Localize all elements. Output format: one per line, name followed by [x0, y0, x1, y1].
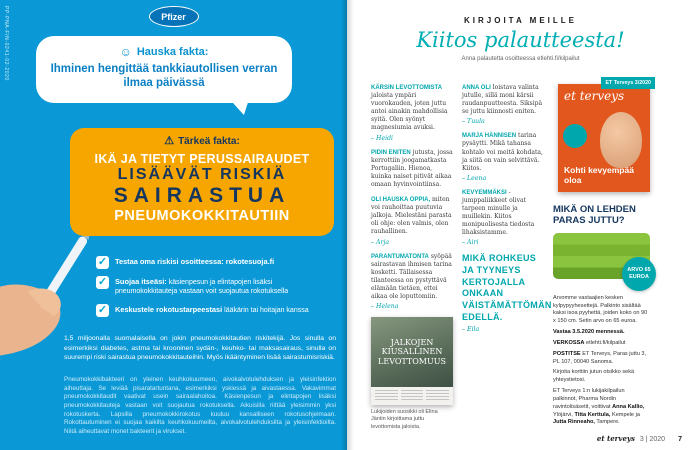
- checklist: [96, 256, 334, 324]
- check-icon: ✓: [97, 303, 108, 316]
- pfizer-logo-text: Pfizer: [161, 11, 186, 22]
- contest-web-line: [553, 340, 650, 348]
- letter: [371, 84, 453, 142]
- letter-body: syöpää sairastavan ihmisen tarina kosketti. Tällaisessa tilanteessa on pystyttävä elämään tietäen, ettei aikaa ole loputtomiin.: [371, 252, 452, 300]
- cover-sticker-circle: [563, 124, 587, 148]
- article-thumbnail-photo: [371, 317, 453, 387]
- letter-lead: ANNA OLI: [462, 85, 491, 91]
- letter-lead: PIDIN ENITEN: [371, 149, 411, 156]
- contest-web-label: VERKOSSA: [553, 339, 585, 346]
- winner-name: Anna Kallio,: [612, 403, 645, 410]
- magazine-cover-thumbnail: [558, 80, 651, 192]
- pull-quote-signature: – Eila: [462, 325, 480, 333]
- letter-body: -jumppaliikkeet olivat tarpeen minulle ja muillekin. Kiitos monipuolisesta tiedosta lihaksistamme.: [462, 188, 535, 237]
- fact-headline-line-1: IKÄ JA TIETYT PERUSSAIRAUDET: [94, 152, 310, 166]
- contest-mail-line: [553, 351, 650, 367]
- winner-city: Kempele ja: [610, 411, 640, 418]
- fake-text-column: [375, 390, 398, 402]
- article-thumbnail-textblock: [371, 387, 453, 405]
- check-icon: ✓: [97, 276, 108, 288]
- checklist-item-text: [115, 256, 274, 267]
- letter-text: [462, 84, 544, 116]
- contest-mail-label: POSTITSE: [553, 350, 581, 357]
- fun-fact-text: Ihminen hengittää tankkiautollisen verran ilmaa päivässä: [50, 63, 278, 90]
- ad-body-paragraph-2: Pneumokokkibakteeri on yleinen keuhkokuumeen, aivokalvotulehduksen ja yleisinfektion aiheuttaja. Se leviää pisaratartuntana, esimerkiksi yskiessä ja aivastaessa. Vakavimmat pneumokokkitaudit vaativat usein sairaalahoitoa. Käsienpesun ja elintapojen lisäksi pneumokokkitauteja vastaan voit suojautua rokotuksella. Aikuisilla riittää yleisimmin yksi rokotuskerta. Lapsilla pneumokokkirokotus kuuluu kansalliseen rokotusohjelmaan. Rokottautuminen ei suojaa kaikilta keuhkokuumeilta, aivokalvotulehduksilta ja yleisinfektioilta. Niitä aiheuttavat monet bakteerit ja virukset.: [64, 376, 336, 436]
- letter-signature: – Leena: [462, 174, 487, 182]
- letter-lead: KÄRSIN LEVOTTOMISTA: [371, 85, 443, 91]
- feedback-instruction: Anna palautetta osoitteessa etlehti.fi/kilpailut: [461, 56, 580, 62]
- letter-lead: KEVYEMMÄKSI: [462, 189, 507, 196]
- fun-fact-header: [50, 46, 278, 58]
- letter-text: [371, 196, 453, 236]
- page-header: [347, 16, 694, 62]
- contest-deadline: [553, 329, 650, 337]
- letter-signature: – Airi: [462, 239, 479, 247]
- letter-body: tarina pysäytti. Mikä tahansa kohtalo voi meitä kohdata, ja siitä on vain selvittävä. Kiitos.: [462, 132, 543, 172]
- thumbnail-caption: Lukijoiden suosikki oli Elina Jäntin kirjoittama juttu levottomista jaloista.: [371, 409, 438, 430]
- letter: [371, 253, 453, 311]
- winner-city: Tampere.: [594, 419, 620, 426]
- checklist-item-text: [115, 276, 334, 297]
- footer-page-number: 7: [678, 436, 682, 443]
- letter-text: [371, 149, 453, 189]
- article-thumbnail: [371, 317, 453, 405]
- check-icon: ✓: [97, 256, 108, 268]
- checkbox: [96, 256, 109, 269]
- footer-issue: 3 | 2020: [639, 436, 666, 443]
- fact-headline-line-2: LISÄÄVÄT RISKIÄ: [117, 166, 287, 183]
- prize-photo-wrap: [553, 233, 650, 279]
- letters-column-1: [371, 84, 453, 430]
- letter-text: [371, 84, 453, 133]
- pull-quote-text: MIKÄ ROHKEUS JA TYYNEYS KERTOJALLA ONKAAN VÄISTÄMÄTTÖMÄN EDELLÄ.: [462, 253, 552, 322]
- contest-heading: MIKÄ ON LEHDEN PARAS JUTTU?: [553, 204, 636, 227]
- contest-mail-address: ET Terveys, Paras juttu 3, PL 107, 00040 Sanoma.: [553, 350, 647, 365]
- letter: [371, 149, 453, 189]
- checklist-item-bold: Suojaa itseäsi:: [115, 277, 167, 286]
- smiley-icon: ☺: [119, 45, 132, 59]
- winner-name: Jutta Rinneaho,: [553, 419, 595, 426]
- letter-signature: – Helena: [371, 303, 399, 311]
- contest-winners: [553, 388, 650, 427]
- winner-name: Titta Kerttula,: [574, 411, 611, 418]
- letter: [462, 189, 544, 247]
- ad-body-paragraph-1: 1,5 miljoonalla suomalaisella on jokin pneumokokkitautien riskitekijä. Jos sinulla on esimerkiksi diabetes, astma tai krooninen sydän-, keuhko- tai maksasairaus, sinulla on suurempi riski sairastua pneumokokkitauteihin. Myös ikääntyminen lisää sairastumisriskiä.: [64, 335, 336, 362]
- important-fact-label: Tärkeä fakta:: [178, 136, 240, 147]
- letter-lead: PARANTUMATONTA: [371, 253, 429, 260]
- letter: [462, 84, 544, 125]
- contest-web-url: etlehti.fi/kilpailut: [585, 339, 626, 346]
- letter-lead: MARJA HÄNNISEN: [462, 133, 517, 140]
- prize-value-badge: ARVO 65 EUROA: [622, 257, 656, 291]
- fun-fact-bubble: [36, 36, 292, 103]
- contest-note: Kirjoita korttiin jutun otsikko sekä yhteystietosi.: [553, 369, 635, 384]
- checklist-item-text: [115, 304, 309, 315]
- fact-headline-line-4: PNEUMOKOKKITAUTIIN: [114, 208, 290, 224]
- letters-columns: [371, 80, 651, 430]
- checklist-item-url: rokotesuoja.fi: [225, 257, 275, 266]
- pull-quote: [462, 253, 552, 333]
- contest-body: [553, 295, 650, 427]
- important-fact-header: [80, 136, 324, 147]
- ad-material-code: PP-PNA-FIN-0241-02-2020: [3, 6, 9, 81]
- letter-lead: OLI HAUSKA OPPIA,: [371, 197, 431, 204]
- page-footer: [597, 434, 682, 443]
- winners-intro: ET Terveys 1:n lukijakilpailun palkinnot, Pharma Nordin ravintolisäsetit, voittivat: [553, 388, 625, 410]
- checklist-item-bold: Testaa oma riskisi osoitteessa:: [115, 257, 224, 266]
- warning-icon: ⚠: [164, 135, 175, 147]
- cover-issue-tag: ET Terveys 3/2020: [601, 77, 655, 89]
- letter-text: [462, 132, 544, 172]
- checklist-item-protect: [96, 276, 334, 297]
- checklist-item-risk-test: [96, 256, 334, 269]
- letter-body: jutusta, jossa kerrottiin joogamatkasta Portugaliin. Hienoa, kuinka naiset pitivät aikaa omaan hyvinvointiinsa.: [371, 148, 453, 188]
- letters-page: [347, 0, 694, 450]
- fun-fact-label: Hauska fakta:: [136, 46, 209, 58]
- pfizer-logo: [149, 6, 199, 27]
- letter-body: jaloista ympäri vuorokauden, joten juttu antoi ainakin mahdollisia syitä. Olen syönyt magnesiumia avuksi.: [371, 92, 448, 132]
- letter-body: loistava valinta jutulle, sillä moni kärsii raudanpuutteesta. Siksipä se juttu kiinnosti eniten.: [462, 84, 543, 116]
- fake-text-column: [401, 390, 424, 402]
- checklist-item-bold: Keskustele rokotustarpeestasi: [115, 304, 223, 314]
- letters-column-2: [462, 84, 552, 430]
- cover-masthead: et terveys: [564, 89, 625, 103]
- letter-text: [371, 253, 453, 302]
- important-fact-box: [70, 128, 334, 236]
- winner-city: Ylöjärvi,: [553, 411, 575, 418]
- letter-signature: – Tuula: [462, 118, 485, 126]
- letter: [371, 196, 453, 245]
- contest-deadline-bold: Vastaa 3.5.2020 mennessä.: [553, 329, 625, 336]
- letter: [462, 132, 544, 181]
- section-kicker: KIRJOITA MEILLE: [464, 16, 577, 25]
- checklist-item-discuss: [96, 304, 334, 317]
- speech-bubble-tail: [228, 102, 248, 115]
- checkbox: [96, 304, 109, 317]
- checklist-item-rest: lääkärin tai hoitajan kanssa: [224, 306, 309, 314]
- cover-photo: [600, 112, 642, 168]
- checkbox: [96, 276, 109, 289]
- letter-body: miten voi rauhoittaa puutuvia jalkoja. Mielestäni parasta oli ohje: olen valmis, olen rauhallinen.: [371, 196, 452, 236]
- checklist-item-rest: käsienpesun ja elintapojen lisäksi pneumokokkitauteja vastaan voit suojautua rokotuksella: [115, 279, 289, 296]
- fake-text-column: [426, 390, 449, 402]
- fact-headline-line-3: SAIRASTUA: [113, 184, 291, 207]
- letter-signature: – Heidi: [371, 134, 394, 142]
- letter-signature: – Arja: [371, 238, 390, 246]
- article-thumbnail-title: JALKOJEN KIUSALLINEN LEVOTTOMUUS: [378, 337, 446, 366]
- footer-magazine-name: et terveys: [596, 434, 635, 443]
- page-title: Kiitos palautteesta!: [416, 28, 625, 52]
- contest-column: [553, 80, 651, 430]
- contest-intro: Arvomme vastaajien kesken kylpypyyhesettejä. Palkinto sisältää kaksi isoa pyyhettä, joiden koko on 90 x 150 cm. Setin arvo on 65 euroa.: [553, 294, 648, 325]
- cover-headline: Kohti kevyempää oloa: [564, 165, 634, 186]
- letter-text: [462, 189, 544, 238]
